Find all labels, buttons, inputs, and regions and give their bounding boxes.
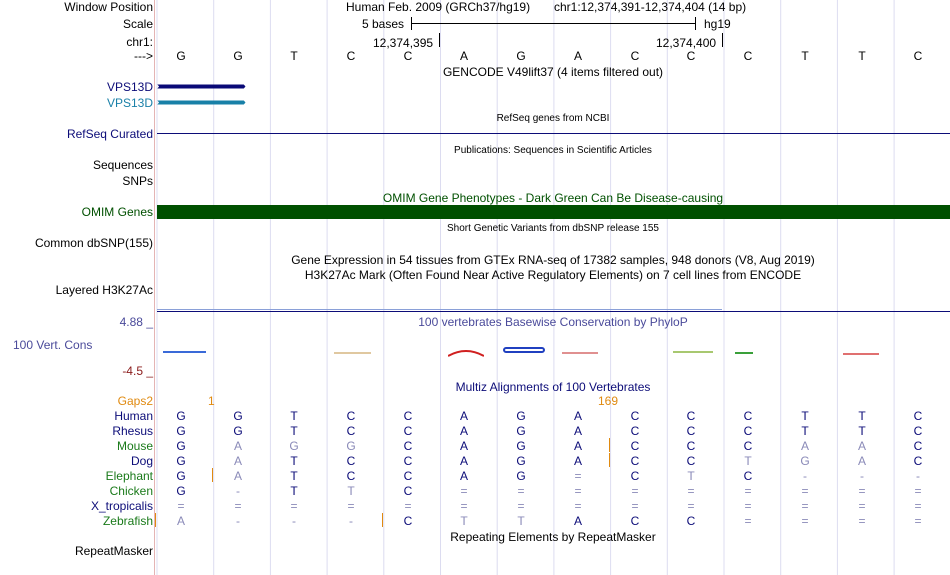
alignment-base: A [459, 409, 468, 423]
gencode-item-2-gene-line[interactable]: ›››››››››››››››››››››››››››››››››››››››››››››››››››››››››››››››››››››››››››››››››››››››››››››››››››››››››››››››››››››››››››››››››››››››››››››››››››››››››››››››››››››››››››››››››››››››››››››››››››››››››››››››››››››››››››››››››››››››››››››››››››››››››››››››››››› [157, 97, 243, 108]
alignment-base: - [916, 469, 920, 483]
alignment-base: C [630, 469, 640, 483]
alignment-base: = [404, 499, 412, 513]
alignment-base: C [686, 454, 696, 468]
alignment-base: = [858, 499, 866, 513]
gap-marker [382, 513, 383, 527]
alignment-base: A [573, 454, 582, 468]
alignment-base: G [176, 454, 186, 468]
alignment-base: C [346, 409, 356, 423]
alignment-base: = [801, 514, 809, 528]
alignment-base: T [801, 409, 809, 423]
h3k27ac-track-title[interactable]: H3K27Ac Mark (Often Found Near Active Regulatory Elements) on 7 cell lines from ENCODE [304, 268, 802, 282]
alignment-base: G [233, 409, 243, 423]
alignment-base: T [517, 514, 525, 528]
sequence-base: G [233, 49, 243, 63]
alignment-base: = [744, 499, 752, 513]
conservation-signal [562, 352, 598, 354]
alignment-base: = [914, 484, 922, 498]
alignment-base: C [743, 424, 753, 438]
sequence-base: C [630, 49, 640, 63]
alignment-base: A [857, 454, 866, 468]
alignment-base: = [687, 484, 695, 498]
alignment-base: = [858, 514, 866, 528]
alignment-base: A [233, 469, 242, 483]
gencode-item-1-gene-line[interactable]: ›››››››››››››››››››››››››››››››››››››››››››››››››››››››››››››››››››››››››››››››››››››››››››››››››››››››››››››››››››››››››››››››››››››››››››››››››››››››››››››››››››››››››››››››››››››››››››››››››››››››››››››››››››››››››››››››››››››››››››››››››››››››››››››››››››› [157, 81, 243, 92]
conservation-track-label[interactable]: 100 Vert. Cons [13, 338, 93, 352]
alignment-base: = [914, 514, 922, 528]
sequence-base: C [743, 49, 753, 63]
scale-db: hg19 [704, 17, 731, 31]
alignment-base: = [234, 499, 242, 513]
alignment-base: G [516, 424, 526, 438]
gap-count-2: 169 [598, 394, 619, 408]
alignment-base: A [233, 439, 242, 453]
gencode-item-2-label[interactable]: VPS13D [106, 96, 153, 110]
alignment-base: C [743, 409, 753, 423]
alignment-base: G [176, 439, 186, 453]
species-label[interactable]: Mouse [116, 439, 153, 453]
alignment-base: T [744, 454, 752, 468]
alignment-base: A [459, 469, 468, 483]
species-label[interactable]: Zebrafish [102, 514, 153, 528]
alignment-base: = [744, 514, 752, 528]
publications-track-title[interactable]: Publications: Sequences in Scientific Articles [454, 145, 652, 156]
alignment-base: G [516, 409, 526, 423]
scale-bar-left-tick [411, 17, 412, 30]
alignment-base: C [630, 409, 640, 423]
sequence-base: T [858, 49, 866, 63]
gaps-label: Gaps2 [117, 394, 153, 408]
sequence-base: A [459, 49, 468, 63]
sequence-base: C [346, 49, 356, 63]
alignment-base: C [686, 514, 696, 528]
coord-left-tick [439, 33, 440, 47]
scale-label: Scale [122, 17, 153, 31]
alignment-base: = [687, 499, 695, 513]
alignment-base: G [516, 454, 526, 468]
alignment-base: C [913, 439, 923, 453]
chrom-label: chr1: [126, 35, 153, 49]
gencode-item-1-label[interactable]: VPS13D [106, 80, 153, 94]
alignment-base: C [913, 409, 923, 423]
refseq-gene-line[interactable] [157, 133, 950, 134]
sequence-base: T [801, 49, 809, 63]
alignment-base: C [403, 469, 413, 483]
alignment-base: C [686, 409, 696, 423]
alignment-base: = [517, 499, 525, 513]
scale-text: 5 bases [362, 17, 405, 31]
publications-track-label[interactable]: Sequences [92, 158, 153, 172]
species-label[interactable]: X_tropicalis [90, 499, 153, 513]
assembly-name: Human Feb. 2009 (GRCh37/hg19) [346, 0, 531, 14]
alignment-base: T [687, 469, 695, 483]
alignment-base: T [290, 469, 298, 483]
dbsnp-track-label[interactable]: Common dbSNP(155) [34, 236, 153, 250]
alignment-base: = [177, 499, 185, 513]
gap-count-1: 1 [208, 394, 215, 408]
alignment-base: T [290, 409, 298, 423]
alignment-base: = [574, 484, 582, 498]
alignment-base: T [858, 409, 866, 423]
alignment-base: C [403, 424, 413, 438]
alignment-base: G [176, 484, 186, 498]
alignment-base: C [403, 454, 413, 468]
alignment-base: T [858, 424, 866, 438]
alignment-base: - [236, 514, 240, 528]
omim-track-label[interactable]: OMIM Genes [81, 205, 153, 219]
alignment-base: A [233, 454, 242, 468]
refseq-track-label[interactable]: RefSeq Curated [66, 127, 153, 141]
h3k27ac-baseline [157, 311, 950, 312]
repeatmasker-track-label[interactable]: RepeatMasker [74, 544, 153, 558]
conservation-peak-red [448, 346, 484, 354]
alignment-base: C [630, 424, 640, 438]
alignment-base: - [349, 514, 353, 528]
alignment-base: G [346, 439, 356, 453]
alignment-base: A [573, 409, 582, 423]
alignment-base: A [573, 424, 582, 438]
alignment-base: C [403, 409, 413, 423]
alignment-base: C [743, 439, 753, 453]
sequence-base: T [290, 49, 298, 63]
strand-arrow-label: ---> [134, 49, 153, 63]
alignment-base: T [347, 484, 355, 498]
alignment-base: G [516, 469, 526, 483]
alignment-base: C [346, 424, 356, 438]
alignment-base: G [516, 439, 526, 453]
gtex-track-title[interactable]: Gene Expression in 54 tissues from GTEx RNA-seq of 17382 samples, 948 donors (V8, Aug 2019) [291, 253, 815, 267]
alignment-base: A [573, 439, 582, 453]
alignment-base: = [801, 484, 809, 498]
species-label[interactable]: Elephant [105, 469, 153, 483]
gap-marker [212, 468, 213, 482]
alignment-base: = [460, 484, 468, 498]
alignment-base: = [290, 499, 298, 513]
alignment-base: - [860, 469, 864, 483]
multiz-track-title[interactable]: Multiz Alignments of 100 Vertebrates [455, 380, 651, 394]
coord-right-tick [722, 33, 723, 47]
refseq-track-title[interactable]: RefSeq genes from NCBI [496, 113, 610, 124]
conservation-signal [163, 351, 206, 353]
alignment-base: - [803, 469, 807, 483]
alignment-base: = [460, 499, 468, 513]
omim-phenotype-bar[interactable] [157, 205, 950, 219]
alignment-base: C [686, 424, 696, 438]
alignment-base: A [459, 424, 468, 438]
alignment-base: C [403, 439, 413, 453]
alignment-base: G [176, 469, 186, 483]
alignment-base: C [686, 439, 696, 453]
alignment-base: A [857, 439, 866, 453]
species-label[interactable]: Chicken [109, 484, 153, 498]
h3k27ac-signal-line [157, 309, 722, 310]
alignment-base: A [176, 514, 185, 528]
window-position-label: Window Position [64, 0, 153, 14]
alignment-base: = [801, 499, 809, 513]
alignment-base: C [346, 469, 356, 483]
window-position-text: chr1:12,374,391-12,374,404 (14 bp) [554, 0, 747, 14]
alignment-base: G [289, 439, 299, 453]
alignment-base: T [290, 424, 298, 438]
conservation-signal [735, 352, 753, 354]
gap-marker [609, 453, 610, 467]
alignment-base: - [236, 484, 240, 498]
sequence-base: C [913, 49, 923, 63]
alignment-base: G [233, 424, 243, 438]
alignment-base: = [631, 499, 639, 513]
alignment-base: = [574, 499, 582, 513]
alignment-base: T [460, 514, 468, 528]
alignment-base: = [574, 469, 582, 483]
sequence-base: A [573, 49, 582, 63]
alignment-base: = [631, 484, 639, 498]
scale-bar-right-tick [695, 17, 696, 30]
alignment-base: G [800, 454, 810, 468]
alignment-base: T [290, 484, 298, 498]
alignment-base: C [630, 454, 640, 468]
conservation-peak-blue [503, 347, 545, 353]
alignment-base: A [459, 439, 468, 453]
conservation-signal [673, 351, 713, 353]
conservation-track-title[interactable]: 100 vertebrates Basewise Conservation by PhyloP [418, 315, 688, 329]
alignment-base: = [744, 484, 752, 498]
alignment-base: T [801, 424, 809, 438]
alignment-base: = [914, 499, 922, 513]
alignment-base: C [630, 514, 640, 528]
alignment-base: C [913, 424, 923, 438]
alignment-base: C [630, 439, 640, 453]
dbsnp-track-title[interactable]: Short Genetic Variants from dbSNP release 155 [447, 223, 659, 234]
dna-sequence-row[interactable] [0, 49, 950, 63]
species-label[interactable]: Human [114, 409, 153, 423]
conservation-signal [843, 353, 879, 355]
snps-label: SNPs [122, 174, 153, 188]
omim-track-title[interactable]: OMIM Gene Phenotypes - Dark Green Can Be Disease-causing [382, 191, 724, 205]
species-label[interactable]: Rhesus [112, 424, 153, 438]
scale-bar [411, 23, 696, 24]
alignment-base: - [292, 514, 296, 528]
gap-marker [609, 438, 610, 452]
alignment-base: A [573, 514, 582, 528]
repeatmasker-track-title[interactable]: Repeating Elements by RepeatMasker [450, 530, 656, 544]
alignment-base: C [403, 514, 413, 528]
alignment-base: = [347, 499, 355, 513]
alignment-base: A [459, 454, 468, 468]
gencode-track-title[interactable]: GENCODE V49lift37 (4 items filtered out) [442, 65, 664, 79]
gap-marker [155, 513, 156, 527]
sequence-base: G [176, 49, 186, 63]
alignment-base: C [913, 454, 923, 468]
sequence-base: G [516, 49, 526, 63]
alignment-base: G [176, 409, 186, 423]
conservation-signal [334, 352, 371, 354]
coord-left: 12,374,395 [373, 36, 434, 50]
alignment-base: C [346, 454, 356, 468]
label-divider [154, 0, 155, 575]
alignment-base: C [743, 469, 753, 483]
conservation-max-label: 4.88 _ [119, 315, 153, 329]
coord-right: 12,374,400 [656, 36, 717, 50]
alignment-base: C [403, 484, 413, 498]
alignment-base: G [176, 424, 186, 438]
alignment-base: = [858, 484, 866, 498]
species-label[interactable]: Dog [130, 454, 153, 468]
h3k27ac-track-label[interactable]: Layered H3K27Ac [55, 283, 153, 297]
sequence-base: C [403, 49, 413, 63]
sequence-base: C [686, 49, 696, 63]
alignment-base: T [290, 454, 298, 468]
alignment-base: = [517, 484, 525, 498]
alignment-base: A [800, 439, 809, 453]
conservation-min-label: -4.5 _ [122, 364, 153, 378]
